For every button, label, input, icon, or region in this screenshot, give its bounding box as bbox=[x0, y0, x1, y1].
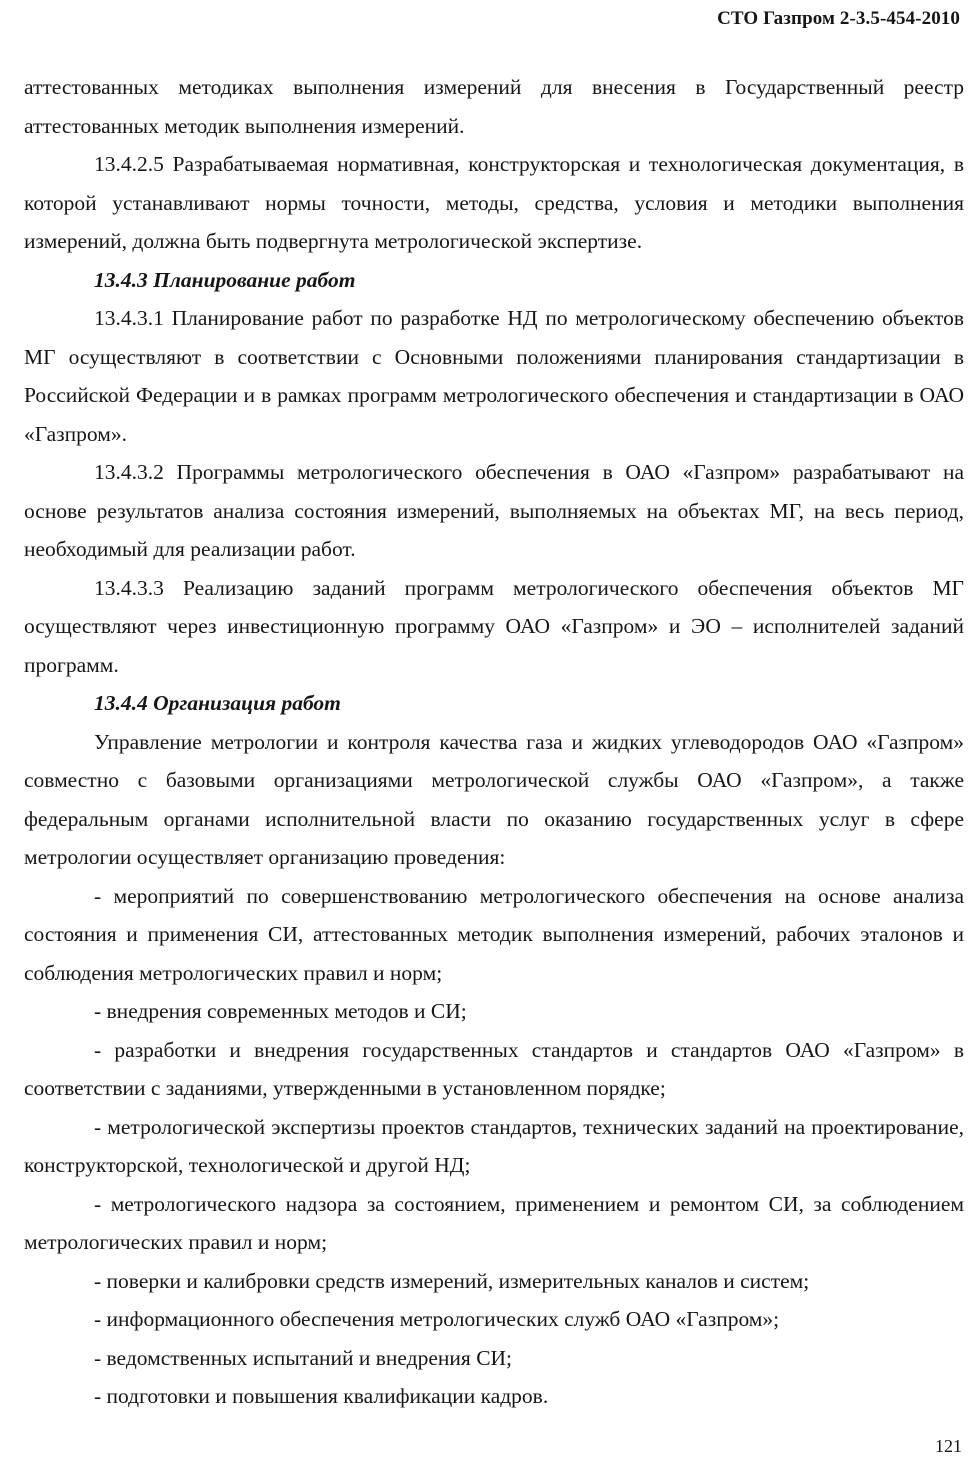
list-item: - мероприятий по совершенствованию метрологического обеспечения на основе анализа состояния и применения СИ, аттестованных методик выполнения измерений, рабочих эталонов и соблюдения метрологических правил и норм; bbox=[24, 883, 964, 985]
list-item: - ведомственных испытаний и внедрения СИ; bbox=[94, 1345, 513, 1370]
page-number: 121 bbox=[935, 1436, 962, 1456]
paragraph-13-4-3-3: 13.4.3.3 Реализацию заданий программ метрологического обеспечения объектов МГ осуществляют через инвестиционную программу ОАО «Газпром» и ЭО – исполнителей заданий программ. bbox=[24, 575, 964, 677]
list-item: - разработки и внедрения государственных стандартов и стандартов ОАО «Газпром» в соответствии с заданиями, утвержденными в установленном порядке; bbox=[24, 1037, 964, 1100]
paragraph-organization-intro: Управление метрологии и контроля качества газа и жидких углеводородов ОАО «Газпром» совместно с базовыми организациями метрологической службы ОАО «Газпром», а также федеральным органами исполнительной власти по оказанию государственных услуг в сфере метрологии осуществляет организацию проведения: bbox=[24, 729, 964, 869]
list-item: - внедрения современных методов и СИ; bbox=[94, 999, 467, 1023]
document-code-header: СТО Газпром 2-3.5-454-2010 bbox=[717, 8, 960, 29]
list-item: - поверки и калибровки средств измерений, измерительных каналов и систем; bbox=[94, 1268, 810, 1293]
list-item: - метрологического надзора за состоянием, применением и ремонтом СИ, за соблюдением метрологических правил и норм; bbox=[24, 1191, 964, 1254]
paragraph-continuation: аттестованных методиках выполнения измерений для внесения в Государственный реестр аттестованных методик выполнения измерений. bbox=[24, 75, 964, 138]
document-body bbox=[24, 68, 964, 1416]
list-item: - метрологической экспертизы проектов стандартов, технических заданий на проектирование, конструкторской, технологической и другой НД; bbox=[24, 1114, 964, 1177]
paragraph-13-4-3-1: 13.4.3.1 Планирование работ по разработке НД по метрологическому обеспечению объектов МГ осуществляют в соответствии с Основными положениями планирования стандартизации в Российской Федерации и в рамках программ метрологического обеспечения и стандартизации в ОАО «Газпром». bbox=[24, 306, 964, 446]
section-heading-13-4-3: 13.4.3 Планирование работ bbox=[94, 267, 356, 292]
list-item: - подготовки и повышения квалификации кадров. bbox=[94, 1384, 549, 1408]
list-item: - информационного обеспечения метрологических служб ОАО «Газпром»; bbox=[94, 1307, 780, 1331]
paragraph-13-4-3-2: 13.4.3.2 Программы метрологического обеспечения в ОАО «Газпром» разрабатывают на основе результатов анализа состояния измерений, выполняемых на объектах МГ, на весь период, необходимый для реализации работ. bbox=[24, 460, 964, 561]
section-heading-13-4-4: 13.4.4 Организация работ bbox=[94, 691, 341, 715]
paragraph-13-4-2-5: 13.4.2.5 Разрабатываемая нормативная, конструкторская и технологическая документация, в которой устанавливают нормы точности, методы, средства, условия и методики выполнения измерений, должна быть подвергнута метрологической экспертизе. bbox=[24, 152, 964, 253]
